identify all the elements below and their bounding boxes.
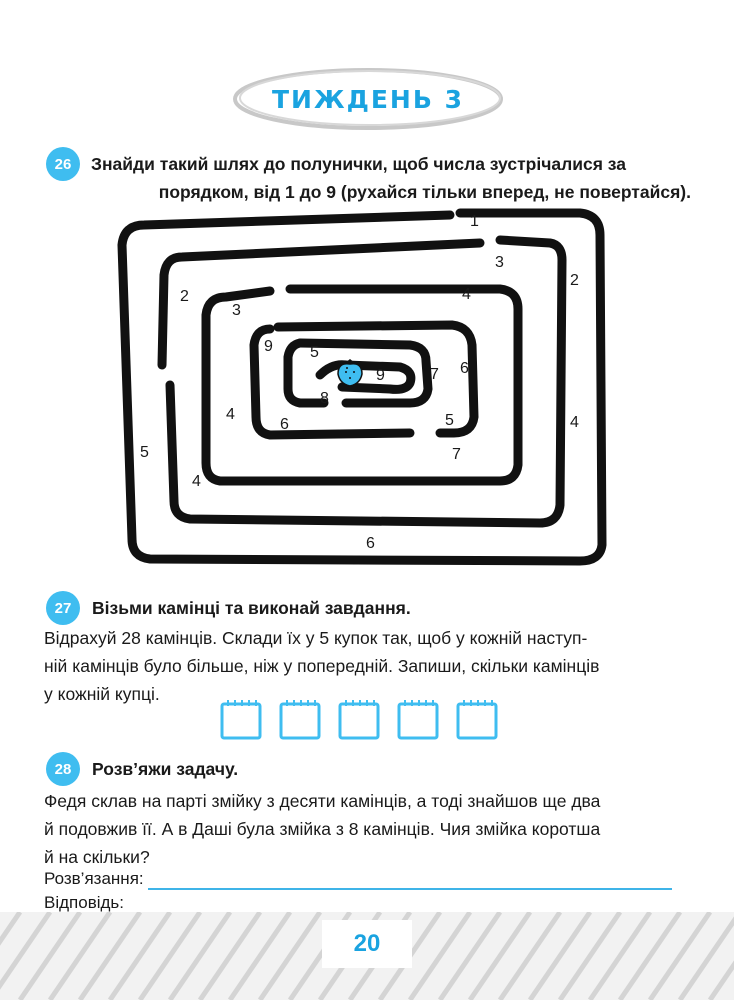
page-number: 20 (353, 930, 381, 957)
maze-label: 5 (445, 412, 454, 429)
task-26-badge: 26 (46, 147, 80, 181)
answer-label: Відповідь: (44, 893, 125, 912)
maze-label: 9 (376, 367, 385, 384)
task-26-line-2: порядком, від 1 до 9 (рухайся тільки вперед, не повертайся). (158, 182, 691, 202)
spiral-maze[interactable] (110, 205, 620, 585)
maze-label: 7 (452, 446, 461, 463)
task-26-line-1: Знайди такий шлях до полунички, щоб числа зустрічалися за (91, 154, 626, 174)
task-28-line-2: й подовжив її. А в Даші була змійка з 8 камінців. Чия змійка коротша (44, 819, 601, 839)
answer-line[interactable] (128, 892, 678, 914)
answer-boxes (218, 698, 508, 740)
task-27-line-3: у кожній купці. (44, 684, 160, 704)
task-27-line-2: ній камінців було більше, ніж у попередній. Запиши, скільки камінців (44, 656, 600, 676)
task-28-badge: 28 (46, 752, 80, 786)
task-27-line-1: Відрахуй 28 камінців. Склади їх у 5 купок так, щоб у кожній наступ- (44, 628, 588, 648)
maze-label: 7 (430, 366, 439, 383)
task-28-heading: Розв’яжи задачу. (92, 759, 239, 779)
task-27-heading: Візьми камінці та виконай завдання. (92, 598, 411, 618)
answer-box-5[interactable] (458, 700, 496, 738)
answer-box-1[interactable] (222, 700, 260, 738)
maze-label: 6 (280, 416, 289, 433)
maze-label: 9 (264, 338, 273, 355)
maze-label: 6 (366, 535, 375, 552)
maze-label: 3 (495, 254, 504, 271)
maze-wall-inner (320, 365, 411, 390)
maze-label: 8 (320, 390, 329, 407)
week-title: ТИЖДЕНЬ 3 (272, 84, 464, 114)
week-title-oval (232, 67, 504, 131)
answer-box-4[interactable] (399, 700, 437, 738)
solution-line[interactable] (148, 868, 672, 890)
answer-row (44, 892, 678, 914)
maze-label: 5 (140, 444, 149, 461)
maze-label: 2 (180, 288, 189, 305)
task-28-line-3: й на скільки? (44, 847, 150, 867)
maze-walls (122, 213, 602, 561)
maze-label: 4 (192, 473, 201, 490)
task-28-line-1: Федя склав на парті змійку з десяти камінців, а тоді знайшов ще два (44, 791, 601, 811)
maze-label: 4 (462, 286, 471, 303)
maze-label: 4 (226, 406, 235, 423)
maze-label: 3 (232, 302, 241, 319)
solution-row (44, 868, 672, 890)
maze-label: 6 (460, 360, 469, 377)
maze-label: 2 (570, 272, 579, 289)
maze-label: 5 (310, 344, 319, 361)
maze-label: 1 (470, 213, 479, 230)
answer-box-2[interactable] (281, 700, 319, 738)
maze-label: 4 (570, 414, 579, 431)
solution-label: Розв’язання: (44, 869, 144, 888)
task-27-badge: 27 (46, 591, 80, 625)
answer-box-3[interactable] (340, 700, 378, 738)
